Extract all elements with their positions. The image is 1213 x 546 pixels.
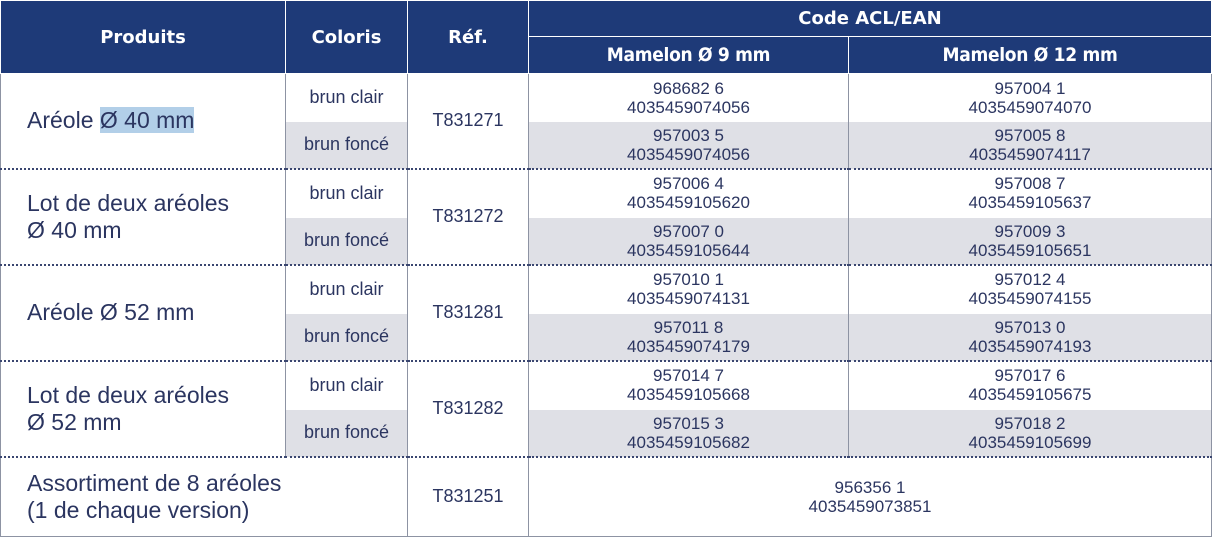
acl-code: 957012 4 [994,270,1066,290]
header-code: Code ACL/EAN [529,1,1212,37]
acl-code: 957010 1 [653,270,724,290]
acl-code: 957014 7 [653,366,724,386]
colour-cell: brun foncé [286,314,408,361]
product-name-line-1: Lot de deux aréoles [27,189,230,216]
colour-cell: brun foncé [286,218,408,265]
colour-cell: brun foncé [286,122,408,169]
code-cell-assortment [529,457,1212,537]
colour-cell: brun clair [286,169,408,218]
ean-code: 4035459105651 [968,240,1092,260]
product-cell [1,457,408,537]
product-name-line-2: (1 de chaque version) [27,496,250,523]
acl-code: 957007 0 [653,221,724,241]
colour-cell: brun clair [286,361,408,410]
ean-code: 4035459105675 [968,385,1092,405]
code-cell-12mm [849,74,1212,122]
code-cell-9mm [529,122,849,169]
code-cell-9mm [529,169,849,218]
ean-code: 4035459073851 [808,496,932,516]
code-cell-12mm [849,361,1212,410]
ean-code: 4035459105620 [627,193,750,213]
ean-code: 4035459074056 [627,144,750,164]
colour-cell: brun clair [286,74,408,122]
code-cell-12mm [849,410,1212,457]
product-cell [1,265,286,361]
ean-code: 4035459074179 [627,336,750,356]
acl-code: 957013 0 [994,317,1066,337]
code-cell-9mm [529,218,849,265]
product-name-line-1: Assortiment de 8 aréoles [27,469,282,496]
ref-cell: T831272 [408,169,529,265]
acl-code: 957018 2 [994,413,1066,433]
product-name-line-1: Aréole Ø 52 mm [27,299,195,325]
colour-cell: brun clair [286,265,408,314]
ean-code: 4035459105699 [968,432,1092,452]
code-cell-12mm [849,265,1212,314]
ean-code: 4035459074070 [968,97,1092,117]
product-cell [1,74,286,169]
header-products: Produits [1,1,286,74]
ean-code: 4035459074131 [627,289,750,309]
product-name-line-1: Lot de deux aréoles [27,381,230,408]
code-cell-9mm [529,74,849,122]
ref-cell: T831281 [408,265,529,361]
ref-cell: T831251 [408,457,529,537]
ean-code: 4035459074117 [969,144,1091,164]
acl-code: 957008 7 [994,174,1066,194]
code-cell-12mm [849,122,1212,169]
acl-code: 968682 6 [653,78,724,98]
acl-code: 957017 6 [994,366,1066,386]
header-nipple-12: Mamelon Ø 12 mm [849,37,1212,74]
ean-code: 4035459074056 [627,97,750,117]
ean-code: 4035459074155 [968,289,1092,309]
acl-code: 957003 5 [653,125,724,145]
ean-code: 4035459105644 [627,240,750,260]
product-size-highlight: Ø 40 mm [99,107,195,134]
code-cell-12mm [849,169,1212,218]
ref-cell: T831282 [408,361,529,457]
ean-code: 4035459105682 [627,432,750,452]
acl-code: 957009 3 [994,221,1066,241]
code-cell-9mm [529,265,849,314]
product-cell [1,361,286,457]
code-cell-9mm [529,410,849,457]
ean-code: 4035459074193 [968,336,1092,356]
code-cell-12mm [849,314,1212,361]
ref-cell: T831271 [408,74,529,169]
code-cell-12mm [849,218,1212,265]
product-cell [1,169,286,265]
header-ref: Réf. [408,1,529,74]
ean-code: 4035459105637 [968,193,1092,213]
colour-cell: brun foncé [286,410,408,457]
header-colours: Coloris [286,1,408,74]
header-nipple-9: Mamelon Ø 9 mm [529,37,849,74]
acl-code: 957004 1 [994,78,1066,98]
ean-code: 4035459105668 [627,385,750,405]
acl-code: 957011 8 [653,317,724,337]
code-cell-9mm [529,361,849,410]
acl-code: 957006 4 [653,174,724,194]
code-cell-9mm [529,314,849,361]
product-name-line-2: Ø 40 mm [27,216,122,243]
product-name: Aréole [27,107,100,134]
acl-code: 956356 1 [834,477,906,497]
acl-code: 957005 8 [994,125,1066,145]
acl-code: 957015 3 [653,413,724,433]
product-name-line-2: Ø 52 mm [27,408,122,435]
